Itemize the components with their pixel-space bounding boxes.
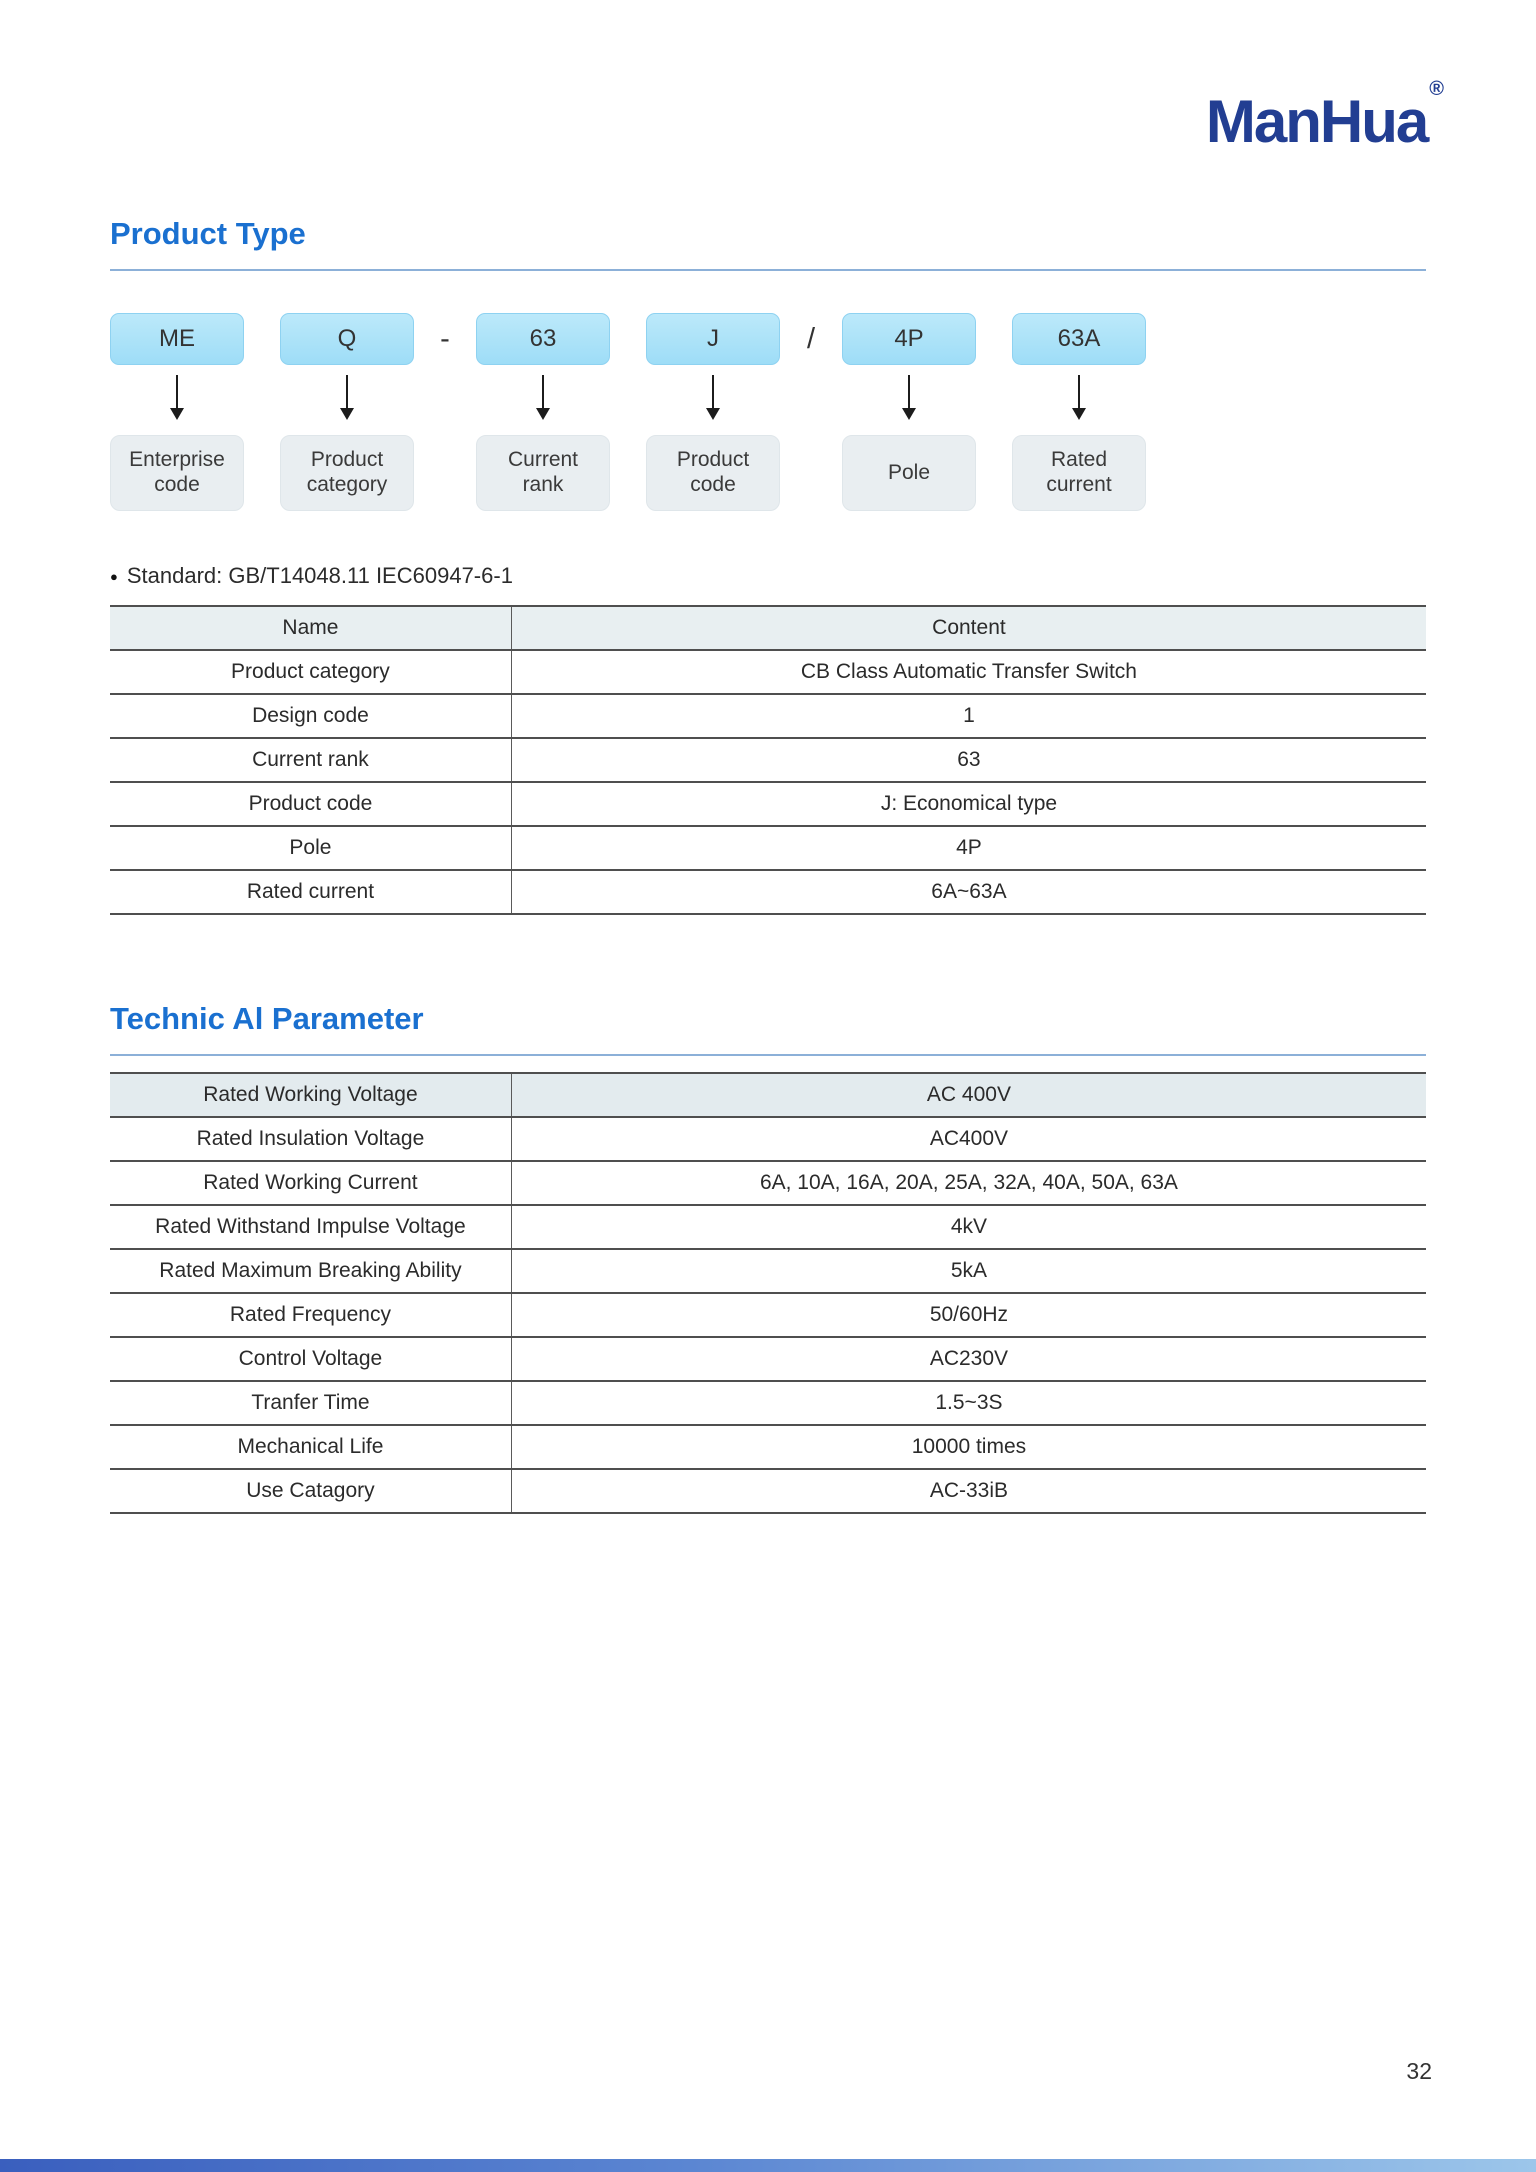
table-row xyxy=(110,870,1426,914)
product-code-diagram xyxy=(110,313,1426,511)
param-name-cell: Rated Insulation Voltage xyxy=(110,1117,511,1161)
param-value-cell: 4P xyxy=(511,826,1426,870)
code-label-box: Pole xyxy=(842,435,976,511)
table-row xyxy=(110,1249,1426,1293)
page-content xyxy=(110,0,1426,1514)
code-label-box: Rated current xyxy=(1012,435,1146,511)
code-box: Q xyxy=(280,313,414,365)
param-name-cell: Mechanical Life xyxy=(110,1425,511,1469)
product-type-table xyxy=(110,605,1426,915)
param-name-cell: Control Voltage xyxy=(110,1337,511,1381)
code-column xyxy=(646,313,780,511)
param-value-cell: 1.5~3S xyxy=(511,1381,1426,1425)
param-name-cell: Product category xyxy=(110,650,511,694)
code-box: 63A xyxy=(1012,313,1146,365)
code-column xyxy=(476,313,610,511)
code-label-box: Product category xyxy=(280,435,414,511)
table-row xyxy=(110,1381,1426,1425)
param-name-cell: Rated current xyxy=(110,870,511,914)
param-name-cell: Rated Withstand Impulse Voltage xyxy=(110,1205,511,1249)
code-column xyxy=(842,313,976,511)
code-separator: - xyxy=(440,322,450,355)
param-value-cell: 4kV xyxy=(511,1205,1426,1249)
column-header-content: Content xyxy=(511,606,1426,650)
param-name-cell: Design code xyxy=(110,694,511,738)
bullet-icon: ● xyxy=(110,568,118,584)
standard-note xyxy=(110,563,1426,589)
table-row xyxy=(110,650,1426,694)
param-value-cell: 63 xyxy=(511,738,1426,782)
table-row xyxy=(110,1337,1426,1381)
code-column xyxy=(110,313,244,511)
param-value-cell: AC-33iB xyxy=(511,1469,1426,1513)
standard-note-text: Standard: GB/T14048.11 IEC60947-6-1 xyxy=(126,563,513,588)
param-name-cell: Tranfer Time xyxy=(110,1381,511,1425)
footer-accent-bar xyxy=(0,2159,1536,2172)
param-name-cell: Rated Maximum Breaking Ability xyxy=(110,1249,511,1293)
table-row xyxy=(110,1161,1426,1205)
code-separator: / xyxy=(806,322,816,355)
section-title-product-type: Product Type xyxy=(110,216,1426,271)
param-name-cell: Rated Working Voltage xyxy=(110,1073,511,1117)
param-name-cell: Use Catagory xyxy=(110,1469,511,1513)
param-value-cell: CB Class Automatic Transfer Switch xyxy=(511,650,1426,694)
code-box: ME xyxy=(110,313,244,365)
table-row xyxy=(110,1117,1426,1161)
param-value-cell: 10000 times xyxy=(511,1425,1426,1469)
table-header-row xyxy=(110,606,1426,650)
code-column xyxy=(280,313,414,511)
param-name-cell: Rated Frequency xyxy=(110,1293,511,1337)
technical-parameter-table xyxy=(110,1072,1426,1514)
table-row xyxy=(110,738,1426,782)
param-value-cell: AC 400V xyxy=(511,1073,1426,1117)
param-value-cell: 6A~63A xyxy=(511,870,1426,914)
param-value-cell: 50/60Hz xyxy=(511,1293,1426,1337)
param-value-cell: J: Economical type xyxy=(511,782,1426,826)
table-row xyxy=(110,1205,1426,1249)
code-box: J xyxy=(646,313,780,365)
param-value-cell: AC400V xyxy=(511,1117,1426,1161)
registered-trademark-icon: ® xyxy=(1429,78,1444,100)
table-row xyxy=(110,1469,1426,1513)
code-label-box: Product code xyxy=(646,435,780,511)
column-header-name: Name xyxy=(110,606,511,650)
section-title-technical-parameter: Technic Al Parameter xyxy=(110,1001,1426,1056)
table-row xyxy=(110,826,1426,870)
code-box: 4P xyxy=(842,313,976,365)
param-value-cell: 5kA xyxy=(511,1249,1426,1293)
table-row xyxy=(110,1293,1426,1337)
table-row xyxy=(110,694,1426,738)
page-number: 32 xyxy=(1406,2058,1432,2084)
table-row xyxy=(110,1425,1426,1469)
param-value-cell: AC230V xyxy=(511,1337,1426,1381)
param-name-cell: Pole xyxy=(110,826,511,870)
param-name-cell: Rated Working Current xyxy=(110,1161,511,1205)
table-row xyxy=(110,782,1426,826)
param-value-cell: 1 xyxy=(511,694,1426,738)
param-name-cell: Current rank xyxy=(110,738,511,782)
code-box: 63 xyxy=(476,313,610,365)
param-name-cell: Product code xyxy=(110,782,511,826)
param-value-cell: 6A, 10A, 16A, 20A, 25A, 32A, 40A, 50A, 63A xyxy=(511,1161,1426,1205)
code-label-box: Enterprise code xyxy=(110,435,244,511)
code-label-box: Current rank xyxy=(476,435,610,511)
brand-logo-text: ManHua xyxy=(1205,88,1428,155)
table-row xyxy=(110,1073,1426,1117)
code-column xyxy=(1012,313,1146,511)
